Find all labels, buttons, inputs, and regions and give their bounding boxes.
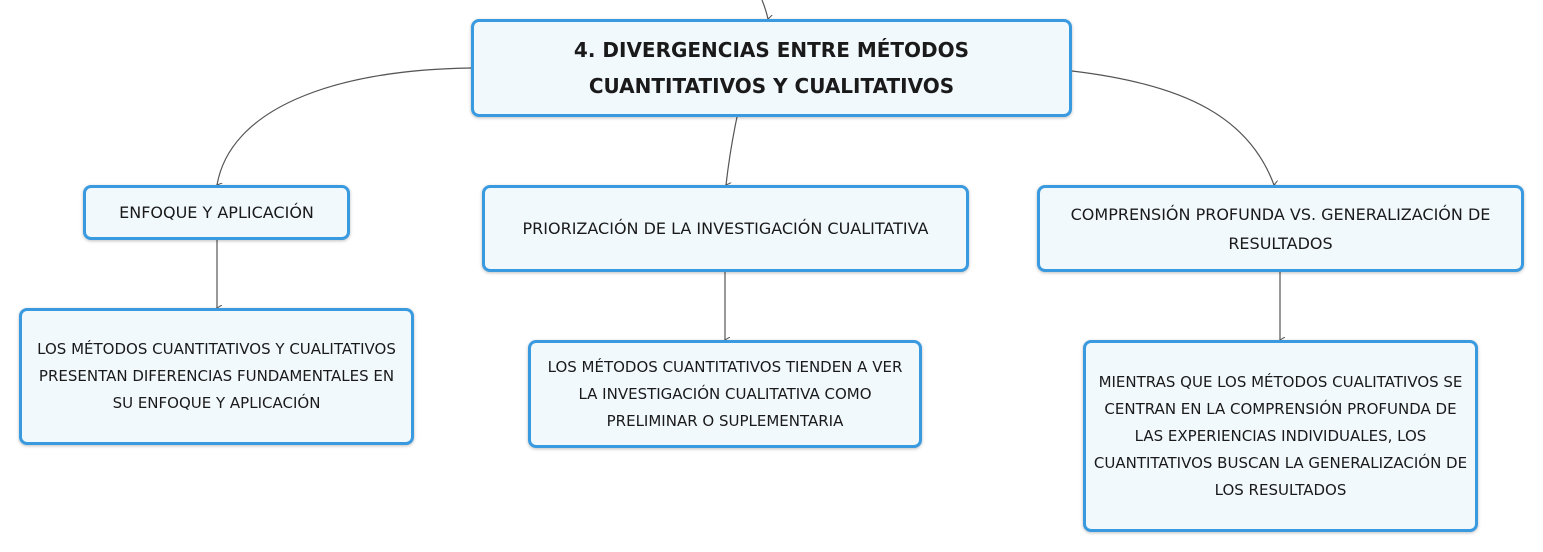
branch-node-priorizacion[interactable]: [482, 185, 969, 272]
leaf-text: LOS MÉTODOS CUANTITATIVOS Y CUALITATIVOS PRESENTAN DIFERENCIAS FUNDAMENTALES EN SU ENFOQUE Y APLICACIÓN: [37, 340, 396, 412]
branch-node-comprension-generalizacion[interactable]: [1037, 185, 1524, 272]
leaf-text: LOS MÉTODOS CUANTITATIVOS TIENDEN A VER LA INVESTIGACIÓN CUALITATIVA COMO PRELIMINAR O SUPLEMENTARIA: [547, 357, 903, 430]
connector-root-to-branch-1: [217, 68, 471, 185]
connector-root-to-branch-3: [1072, 71, 1274, 185]
leaf-text: MIENTRAS QUE LOS MÉTODOS CUALITATIVOS SE CENTRAN EN LA COMPRENSIÓN PROFUNDA DE LAS EXPERIENCIAS INDIVIDUALES, LOS CUANTITATIVOS BUSCAN LA GENERALIZACIÓN DE LOS RESULTADOS: [1093, 372, 1468, 499]
branch-label: PRIORIZACIÓN DE LA INVESTIGACIÓN CUALITATIVA: [522, 219, 929, 238]
leaf-node-priorizacion[interactable]: [528, 340, 922, 448]
branch-label: ENFOQUE Y APLICACIÓN: [119, 203, 314, 222]
branch-label: COMPRENSIÓN PROFUNDA VS. GENERALIZACIÓN DE RESULTADOS: [1070, 204, 1491, 253]
leaf-node-enfoque-aplicacion[interactable]: [19, 308, 414, 445]
branch-node-enfoque-aplicacion[interactable]: [83, 185, 350, 240]
connector-root-to-branch-2: [726, 117, 737, 185]
connector-parent-to-root: [762, 0, 768, 19]
root-topic-node[interactable]: [471, 19, 1072, 117]
root-topic-title: 4. DIVERGENCIAS ENTRE MÉTODOS CUANTITATIVOS Y CUALITATIVOS: [573, 38, 970, 98]
leaf-node-comprension-generalizacion[interactable]: [1083, 340, 1478, 532]
